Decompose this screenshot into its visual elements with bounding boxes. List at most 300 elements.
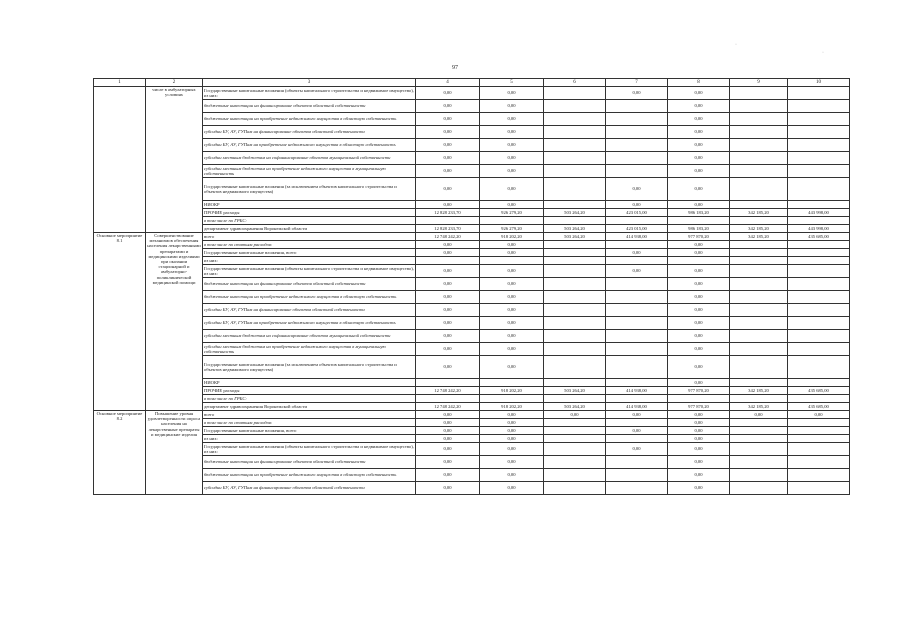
amount-cell — [544, 265, 606, 278]
amount-cell: 0,00 — [416, 469, 480, 482]
amount-cell: 918 202,20 — [480, 387, 544, 395]
amount-cell — [730, 139, 788, 152]
table-row — [94, 257, 850, 265]
amount-cell: 0,00 — [668, 427, 730, 435]
amount-cell — [544, 427, 606, 435]
expense-type-cell: бюджетные инвестиции на финансирование объектов областной собственности — [203, 100, 416, 113]
amount-cell: 12 748 242,20 — [416, 233, 480, 241]
amount-cell: 0,00 — [480, 87, 544, 100]
amount-cell: 0,00 — [480, 456, 544, 469]
amount-cell: 977 870,20 — [668, 387, 730, 395]
amount-cell — [416, 379, 480, 387]
amount-cell — [606, 241, 668, 249]
amount-cell — [788, 356, 850, 379]
amount-cell — [730, 152, 788, 165]
amount-cell: 0,00 — [416, 241, 480, 249]
amount-cell — [544, 178, 606, 201]
header-cell: 6 — [544, 79, 606, 87]
amount-cell: 0,00 — [416, 113, 480, 126]
header-cell: 8 — [668, 79, 730, 87]
amount-cell: 0,00 — [668, 379, 730, 387]
amount-cell — [606, 456, 668, 469]
amount-cell — [788, 152, 850, 165]
amount-cell — [788, 87, 850, 100]
amount-cell: 0,00 — [416, 165, 480, 178]
header-cell: 9 — [730, 79, 788, 87]
amount-cell — [606, 395, 668, 403]
scan-speck: · — [822, 50, 824, 56]
amount-cell: 0,00 — [668, 469, 730, 482]
amount-cell: 918 202,20 — [480, 403, 544, 411]
amount-cell: 0,00 — [544, 411, 606, 419]
expense-type-cell: НИОКР — [203, 379, 416, 387]
amount-cell — [788, 126, 850, 139]
amount-cell: 0,00 — [480, 291, 544, 304]
table-row — [94, 482, 850, 495]
table-row — [94, 201, 850, 209]
amount-cell: 503 264,20 — [544, 387, 606, 395]
amount-cell — [544, 469, 606, 482]
table-row — [94, 343, 850, 356]
amount-cell: 0,00 — [606, 265, 668, 278]
amount-cell — [606, 343, 668, 356]
amount-cell — [788, 419, 850, 427]
expense-type-cell: Государственные капитальные вложения (объекты капитального строительства и недвижимое имущество), из них: — [204, 87, 414, 98]
expense-type-cell: в том числе по статьям расходов: — [203, 241, 416, 249]
amount-cell: 342 185,20 — [730, 225, 788, 233]
amount-cell — [544, 291, 606, 304]
expense-type-cell: бюджетные инвестиции на приобретение недвижимого имущества в областную собственность — [203, 469, 416, 482]
activity-title-cell: числе в амбулаторных условиях — [146, 87, 203, 233]
amount-cell — [730, 482, 788, 495]
amount-cell: 0,00 — [668, 278, 730, 291]
amount-cell — [606, 126, 668, 139]
amount-cell — [730, 178, 788, 201]
amount-cell: 0,00 — [668, 87, 730, 100]
amount-cell — [544, 217, 606, 225]
amount-cell: 0,00 — [668, 249, 730, 257]
amount-cell: 0,00 — [668, 265, 730, 278]
amount-cell — [730, 304, 788, 317]
amount-cell: 0,00 — [416, 411, 480, 419]
amount-cell: 0,00 — [480, 356, 544, 379]
amount-cell: 0,00 — [416, 265, 480, 278]
table-row — [94, 387, 850, 395]
amount-cell: 0,00 — [668, 330, 730, 343]
amount-cell — [730, 343, 788, 356]
expense-type-cell: Государственные капитальные вложения, всего — [203, 427, 416, 435]
amount-cell: 0,00 — [416, 291, 480, 304]
amount-cell: 12 748 242,20 — [416, 403, 480, 411]
expense-type-cell: ПРОЧИЕ расходы — [203, 387, 416, 395]
expense-type-cell: в том числе по ГРБС: — [203, 217, 416, 225]
expense-type-cell: из них: — [203, 435, 416, 443]
table-row — [94, 225, 850, 233]
table-row — [94, 165, 850, 178]
amount-cell — [668, 395, 730, 403]
amount-cell: 0,00 — [480, 113, 544, 126]
amount-cell — [606, 165, 668, 178]
amount-cell — [730, 317, 788, 330]
expense-type-cell: бюджетные инвестиции на финансирование объектов областной собственности — [203, 456, 416, 469]
amount-cell — [788, 113, 850, 126]
amount-cell — [730, 126, 788, 139]
table-row — [94, 249, 850, 257]
amount-cell: 0,00 — [668, 435, 730, 443]
amount-cell — [606, 217, 668, 225]
amount-cell — [480, 257, 544, 265]
amount-cell — [730, 419, 788, 427]
amount-cell: 0,00 — [416, 201, 480, 209]
header-cell: 4 — [416, 79, 480, 87]
table-row — [94, 113, 850, 126]
table-row — [94, 427, 850, 435]
amount-cell: 0,00 — [416, 87, 480, 100]
amount-cell: 0,00 — [668, 411, 730, 419]
amount-cell — [730, 435, 788, 443]
amount-cell — [544, 482, 606, 495]
amount-cell: 0,00 — [480, 241, 544, 249]
activity-name-cell: Основное мероприятие 8.2 — [94, 411, 146, 495]
expense-type-cell: субсидии БУ, АУ, ГУПам на финансирование объектов областной собственности — [203, 126, 416, 139]
activity-title-cell: Повышение уровня удовлетворенности опроса населения на лекарственные препараты и медицинские изделия — [146, 411, 203, 495]
amount-cell: 0,00 — [416, 278, 480, 291]
amount-cell — [544, 443, 606, 456]
expense-type-cell: Государственные капитальные вложения (объекты капитального строительства и недвижимое имущество), из них: — [204, 265, 414, 276]
table-row — [94, 217, 850, 225]
expense-type-cell: Государственные капитальные вложения, всего — [203, 249, 416, 257]
amount-cell — [416, 257, 480, 265]
table-row — [94, 209, 850, 217]
amount-cell: 0,00 — [480, 178, 544, 201]
table-row — [94, 233, 850, 241]
amount-cell — [730, 241, 788, 249]
amount-cell: 12 748 242,20 — [416, 387, 480, 395]
amount-cell: 0,00 — [668, 343, 730, 356]
amount-cell: 0,00 — [606, 249, 668, 257]
amount-cell: 0,00 — [416, 126, 480, 139]
amount-cell: 926 279,20 — [480, 209, 544, 217]
amount-cell: 0,00 — [480, 317, 544, 330]
expense-type-cell: субсидии БУ, АУ, ГУПам на приобретение недвижимого имущества в областную собственность — [203, 317, 416, 330]
expense-type-cell: Государственные капитальные вложения (объекты капитального строительства и недвижимое имущество), из них: — [204, 443, 414, 454]
amount-cell — [544, 139, 606, 152]
amount-cell — [544, 304, 606, 317]
amount-cell: 342 185,20 — [730, 403, 788, 411]
amount-cell: 977 870,20 — [668, 403, 730, 411]
amount-cell — [788, 249, 850, 257]
amount-cell: 0,00 — [416, 139, 480, 152]
expense-type-cell: субсидии БУ, АУ, ГУПам на финансирование объектов областной собственности — [203, 304, 416, 317]
amount-cell: 0,00 — [480, 343, 544, 356]
amount-cell: 0,00 — [606, 201, 668, 209]
table-row — [94, 330, 850, 343]
amount-cell — [730, 249, 788, 257]
amount-cell — [480, 395, 544, 403]
amount-cell — [730, 291, 788, 304]
amount-cell: 342 185,20 — [730, 209, 788, 217]
amount-cell — [544, 395, 606, 403]
amount-cell: 0,00 — [416, 482, 480, 495]
amount-cell — [606, 469, 668, 482]
amount-cell: 435 685,00 — [788, 387, 850, 395]
amount-cell — [606, 356, 668, 379]
amount-cell: 0,00 — [416, 317, 480, 330]
amount-cell — [788, 265, 850, 278]
amount-cell: 0,00 — [668, 317, 730, 330]
table-row — [94, 278, 850, 291]
header-cell: 10 — [788, 79, 850, 87]
expense-type-cell: бюджетные инвестиции на приобретение недвижимого имущества в областную собственность — [203, 291, 416, 304]
amount-cell: 0,00 — [480, 469, 544, 482]
amount-cell — [544, 249, 606, 257]
amount-cell: 414 938,00 — [606, 233, 668, 241]
amount-cell — [544, 330, 606, 343]
amount-cell — [730, 356, 788, 379]
amount-cell: 0,00 — [788, 411, 850, 419]
amount-cell — [788, 330, 850, 343]
amount-cell: 0,00 — [480, 435, 544, 443]
amount-cell: 0,00 — [480, 304, 544, 317]
amount-cell — [788, 201, 850, 209]
amount-cell — [730, 456, 788, 469]
amount-cell: 0,00 — [416, 419, 480, 427]
amount-cell: 0,00 — [480, 482, 544, 495]
amount-cell — [788, 278, 850, 291]
amount-cell — [480, 379, 544, 387]
amount-cell: 0,00 — [606, 411, 668, 419]
amount-cell: 0,00 — [668, 126, 730, 139]
amount-cell — [544, 100, 606, 113]
amount-cell — [788, 100, 850, 113]
amount-cell — [788, 304, 850, 317]
amount-cell — [788, 217, 850, 225]
amount-cell — [788, 241, 850, 249]
amount-cell: 0,00 — [668, 241, 730, 249]
amount-cell: 435 685,00 — [788, 403, 850, 411]
amount-cell: 0,00 — [668, 113, 730, 126]
expense-type-cell: субсидии местным бюджетам на приобретение недвижимого имущества в муниципальную собственность — [203, 343, 416, 356]
amount-cell — [788, 165, 850, 178]
amount-cell: 12 828 233,70 — [416, 209, 480, 217]
table-row — [94, 100, 850, 113]
amount-cell: 0,00 — [730, 411, 788, 419]
amount-cell — [544, 419, 606, 427]
amount-cell — [544, 257, 606, 265]
amount-cell — [668, 217, 730, 225]
amount-cell — [606, 278, 668, 291]
amount-cell — [730, 278, 788, 291]
amount-cell: 0,00 — [668, 165, 730, 178]
amount-cell: 0,00 — [606, 87, 668, 100]
amount-cell — [788, 317, 850, 330]
amount-cell — [788, 139, 850, 152]
expense-type-cell: в том числе по статьям расходов: — [203, 419, 416, 427]
amount-cell — [730, 257, 788, 265]
amount-cell — [480, 217, 544, 225]
amount-cell: 0,00 — [416, 100, 480, 113]
expense-type-cell: Государственные капитальные вложения (за исключением объектов капитального строительства и объектов недвижимого имущества) — [203, 356, 416, 379]
expense-type-cell: бюджетные инвестиции на приобретение недвижимого имущества в областную собственность — [203, 113, 416, 126]
amount-cell: 0,00 — [416, 427, 480, 435]
amount-cell — [788, 257, 850, 265]
amount-cell — [606, 435, 668, 443]
amount-cell: 986 183,20 — [668, 209, 730, 217]
amount-cell — [544, 126, 606, 139]
amount-cell: 342 185,20 — [730, 233, 788, 241]
amount-cell — [544, 356, 606, 379]
amount-cell — [606, 291, 668, 304]
amount-cell: 0,00 — [480, 265, 544, 278]
amount-cell — [544, 278, 606, 291]
amount-cell: 12 828 233,70 — [416, 225, 480, 233]
header-cell: 5 — [480, 79, 544, 87]
amount-cell: 0,00 — [480, 419, 544, 427]
amount-cell — [730, 113, 788, 126]
expense-type-cell: департамент здравоохранения Воронежской области — [203, 225, 416, 233]
amount-cell — [730, 330, 788, 343]
table-row — [94, 304, 850, 317]
amount-cell — [606, 482, 668, 495]
amount-cell: 0,00 — [480, 443, 544, 456]
table-row — [94, 435, 850, 443]
table-row — [94, 403, 850, 411]
amount-cell — [730, 87, 788, 100]
amount-cell — [544, 113, 606, 126]
amount-cell: 0,00 — [668, 304, 730, 317]
amount-cell — [544, 241, 606, 249]
budget-table — [93, 78, 850, 495]
activity-name-cell: Основное мероприятие 8.1 — [94, 233, 146, 411]
table-row — [94, 395, 850, 403]
amount-cell — [788, 343, 850, 356]
amount-cell — [606, 379, 668, 387]
expense-type-cell: Государственные капитальные вложения (за исключением объектов капитального строительства и объектов недвижимого имущества) — [203, 178, 416, 201]
expense-type-cell: субсидии БУ, АУ, ГУПам на финансирование объектов областной собственности — [203, 482, 416, 495]
amount-cell — [788, 435, 850, 443]
amount-cell — [606, 419, 668, 427]
expense-type-cell: НИОКР — [203, 201, 416, 209]
table-row — [94, 443, 850, 456]
amount-cell — [788, 427, 850, 435]
amount-cell: 0,00 — [416, 304, 480, 317]
amount-cell: 342 185,20 — [730, 387, 788, 395]
header-cell: 2 — [146, 79, 203, 87]
table-row — [94, 291, 850, 304]
amount-cell: 986 183,20 — [668, 225, 730, 233]
table-row — [94, 265, 850, 278]
expense-type-cell: субсидии местным бюджетам на софинансирование объектов муниципальной собственности — [203, 152, 416, 165]
amount-cell — [730, 443, 788, 456]
amount-cell — [544, 317, 606, 330]
activity-name-cell — [94, 87, 146, 233]
table-row — [94, 411, 850, 419]
table-row — [94, 126, 850, 139]
expense-type-cell: в том числе по ГРБС: — [203, 395, 416, 403]
table-row — [94, 317, 850, 330]
amount-cell — [788, 395, 850, 403]
amount-cell: 0,00 — [668, 356, 730, 379]
activity-title-cell: Совершенствование механизмов обеспечения населения лекарственными препаратами и медицинскими изделиями при оказании стационарной и амбулаторно-поликлинической медицинской помощи — [146, 233, 203, 411]
amount-cell — [606, 113, 668, 126]
amount-cell: 0,00 — [668, 201, 730, 209]
amount-cell — [606, 100, 668, 113]
amount-cell — [544, 343, 606, 356]
amount-cell — [730, 395, 788, 403]
amount-cell: 435 685,00 — [788, 233, 850, 241]
expense-type-cell: субсидии местным бюджетам на софинансирование объектов муниципальной собственности — [203, 330, 416, 343]
amount-cell: 0,00 — [416, 178, 480, 201]
amount-cell: 918 202,20 — [480, 233, 544, 241]
amount-cell: 0,00 — [480, 249, 544, 257]
expense-type-cell: ПРОЧИЕ расходы — [203, 209, 416, 217]
table-row — [94, 178, 850, 201]
amount-cell — [730, 469, 788, 482]
scan-speck: · — [735, 42, 737, 48]
amount-cell: 0,00 — [416, 435, 480, 443]
table-row — [94, 456, 850, 469]
amount-cell — [730, 427, 788, 435]
amount-cell: 0,00 — [480, 100, 544, 113]
table-row — [94, 139, 850, 152]
amount-cell: 0,00 — [606, 178, 668, 201]
amount-cell — [730, 217, 788, 225]
amount-cell: 0,00 — [480, 330, 544, 343]
amount-cell: 503 264,20 — [544, 233, 606, 241]
amount-cell: 443 998,00 — [788, 225, 850, 233]
amount-cell: 0,00 — [606, 427, 668, 435]
amount-cell: 0,00 — [480, 139, 544, 152]
amount-cell: 0,00 — [480, 201, 544, 209]
amount-cell: 0,00 — [668, 291, 730, 304]
amount-cell — [544, 456, 606, 469]
amount-cell: 0,00 — [416, 152, 480, 165]
amount-cell — [788, 482, 850, 495]
table-row — [94, 379, 850, 387]
amount-cell: 926 279,20 — [480, 225, 544, 233]
expense-type-cell: из них: — [203, 257, 416, 265]
amount-cell — [606, 257, 668, 265]
amount-cell: 503 264,20 — [544, 209, 606, 217]
amount-cell — [788, 178, 850, 201]
amount-cell: 0,00 — [668, 456, 730, 469]
amount-cell — [788, 291, 850, 304]
page-number: 97 — [452, 65, 458, 71]
table-row — [94, 356, 850, 379]
amount-cell: 443 998,00 — [788, 209, 850, 217]
expense-type-cell: субсидии БУ, АУ, ГУПам на приобретение недвижимого имущества в областную собственность — [203, 139, 416, 152]
expense-type-cell: всего — [203, 411, 416, 419]
amount-cell — [730, 265, 788, 278]
amount-cell — [416, 395, 480, 403]
table-row — [94, 241, 850, 249]
amount-cell — [606, 304, 668, 317]
amount-cell: 0,00 — [416, 343, 480, 356]
amount-cell — [788, 443, 850, 456]
amount-cell — [544, 87, 606, 100]
amount-cell: 0,00 — [668, 443, 730, 456]
expense-type-cell: бюджетные инвестиции на финансирование объектов областной собственности — [203, 278, 416, 291]
amount-cell: 0,00 — [668, 152, 730, 165]
amount-cell: 414 938,00 — [606, 403, 668, 411]
amount-cell: 0,00 — [606, 443, 668, 456]
amount-cell — [544, 152, 606, 165]
amount-cell — [730, 165, 788, 178]
amount-cell: 0,00 — [480, 411, 544, 419]
amount-cell — [668, 257, 730, 265]
amount-cell: 423 015,00 — [606, 225, 668, 233]
header-row — [94, 79, 850, 87]
